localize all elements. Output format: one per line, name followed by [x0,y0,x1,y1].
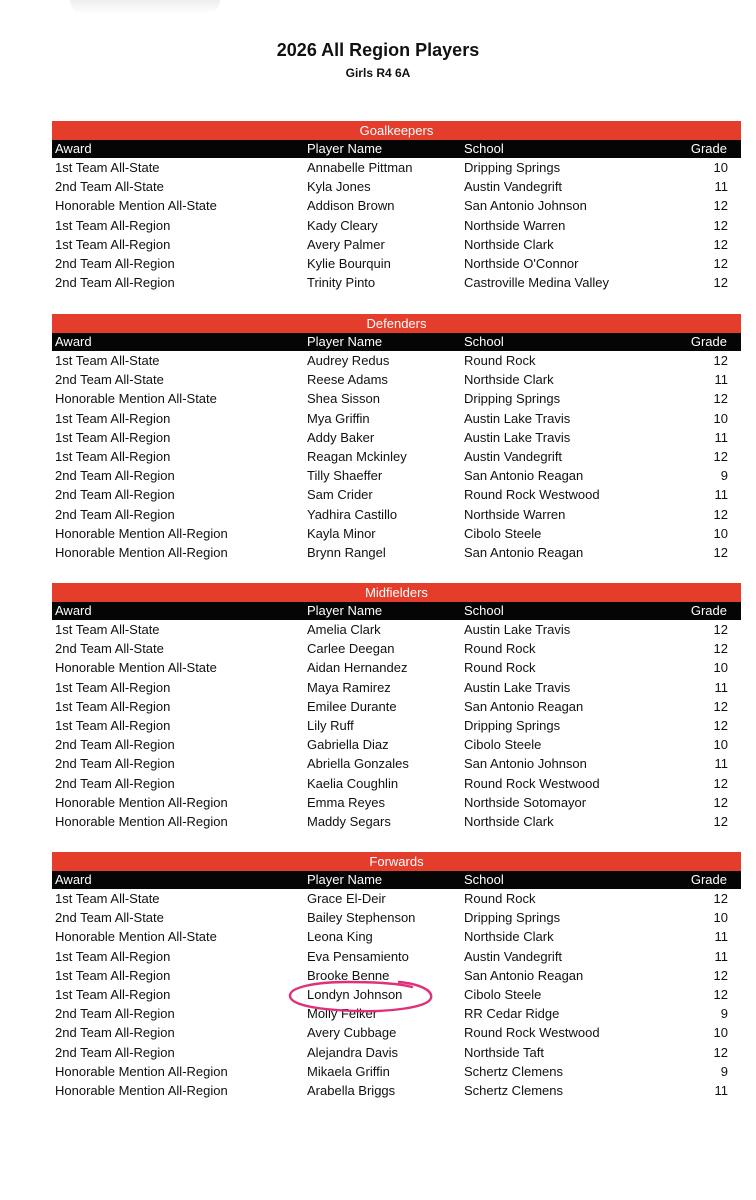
player-cell: Shea Sisson [307,391,380,407]
section-heading: Forwards [52,852,741,871]
school-cell: Austin Vandegrift [464,948,563,964]
school-cell: Northside O'Connor [464,255,579,271]
school-cell: Austin Lake Travis [464,410,571,426]
school-header: School [464,872,504,887]
grade-cell: 12 [713,717,728,733]
table-row [52,1043,741,1062]
table-row [52,908,741,927]
player-cell: Reagan Mckinley [307,448,407,464]
school-cell: San Antonio Johnson [464,198,587,214]
school-cell: Austin Lake Travis [464,622,571,637]
award-cell: Honorable Mention All-Region [55,525,228,541]
school-cell: Cibolo Steele [464,525,542,541]
award-cell: Honorable Mention All-State [55,391,217,407]
grade-cell: 11 [714,756,728,772]
school-cell: San Antonio Johnson [464,756,587,772]
section-goalkeepers [52,121,741,292]
school-header: School [464,334,504,349]
award-cell: 1st Team All-Region [55,986,171,1002]
table-row [52,409,741,428]
award-cell: 2nd Team All-Region [55,255,175,271]
school-cell: Northside Clark [464,372,554,388]
school-cell: San Antonio Reagan [464,468,584,484]
grade-cell: 11 [714,929,728,945]
school-cell: Dripping Springs [464,160,561,175]
grade-cell: 11 [714,487,728,503]
award-cell: 1st Team All-State [55,353,160,368]
table-row [52,158,741,177]
player-cell: Abriella Gonzales [307,756,409,772]
grade-cell: 12 [713,217,728,233]
table-row [52,177,741,196]
grade-cell: 12 [713,891,728,906]
player-cell: Gabriella Diaz [307,737,389,753]
table-row [52,639,741,658]
table-row [52,1081,741,1100]
column-header-row [52,871,741,889]
player-cell: Avery Palmer [307,236,385,252]
award-header: Award [55,141,92,156]
award-cell: Honorable Mention All-Region [55,544,228,560]
player-cell: Kaelia Coughlin [307,775,399,791]
table-row [52,466,741,485]
table-row [52,196,741,215]
grade-header: Grade [690,141,727,156]
school-cell: Round Rock [464,660,536,676]
player-cell: Carlee Deegan [307,641,395,657]
section-midfielders [52,583,741,831]
table-row [52,947,741,966]
grade-cell: 12 [713,275,728,291]
award-cell: 1st Team All-Region [55,236,171,252]
award-cell: 2nd Team All-Region [55,737,175,753]
school-cell: San Antonio Reagan [464,967,584,983]
player-header: Player Name [307,141,383,156]
school-cell: Northside Clark [464,236,554,252]
player-cell: Molly Felker [307,1006,378,1022]
table-row [52,812,741,831]
school-cell: Northside Sotomayor [464,794,587,810]
school-cell: Schertz Clemens [464,1082,563,1098]
grade-cell: 12 [713,506,728,522]
table-row [52,774,741,793]
player-cell: Alejandra Davis [307,1044,399,1060]
column-header-row [52,333,741,351]
school-cell: Northside Taft [464,1044,544,1060]
award-cell: Honorable Mention All-Region [55,1063,228,1079]
school-cell: Round Rock Westwood [464,775,600,791]
section-heading: Defenders [52,314,741,333]
grade-cell: 12 [713,775,728,791]
player-header: Player Name [307,872,383,887]
grade-header: Grade [690,334,727,349]
grade-cell: 11 [714,948,728,964]
award-cell: 1st Team All-State [55,160,160,175]
school-cell: Northside Warren [464,506,566,522]
award-cell: 2nd Team All-Region [55,487,175,503]
award-cell: Honorable Mention All-Region [55,794,228,810]
award-cell: 2nd Team All-State [55,910,164,926]
player-cell: Kylie Bourquin [307,255,391,271]
school-cell: RR Cedar Ridge [464,1006,560,1022]
table-row [52,370,741,389]
player-cell: Emilee Durante [307,698,397,714]
award-cell: 1st Team All-Region [55,679,171,695]
school-cell: Round Rock [464,641,536,657]
player-cell: Bailey Stephenson [307,910,416,926]
player-cell: Lily Ruff [307,717,354,733]
award-cell: 1st Team All-Region [55,217,171,233]
circle-stroke [290,982,431,1011]
table-row [52,678,741,697]
school-cell: Cibolo Steele [464,986,542,1002]
page-subtitle: Girls R4 6A [345,66,411,80]
table-row [52,524,741,543]
award-header: Award [55,334,92,349]
grade-cell: 12 [713,794,728,810]
school-cell: Austin Vandegrift [464,448,563,464]
school-cell: San Antonio Reagan [464,544,584,560]
table-row [52,927,741,946]
table-row [52,889,741,908]
grade-cell: 12 [713,967,728,983]
school-cell: San Antonio Reagan [464,698,584,714]
award-cell: 2nd Team All-Region [55,756,175,772]
grade-cell: 12 [713,448,728,464]
grade-cell: 12 [713,698,728,714]
player-cell: Brooke Benne [307,967,390,983]
table-row [52,754,741,773]
grade-cell: 12 [713,986,728,1002]
grade-cell: 12 [713,544,728,560]
grade-cell: 11 [714,372,728,388]
school-cell: Round Rock Westwood [464,487,600,503]
grade-header: Grade [690,603,727,618]
grade-cell: 10 [713,160,728,175]
school-cell: Northside Warren [464,217,566,233]
player-cell: Aidan Hernandez [307,660,408,676]
table-row [52,620,741,639]
award-cell: 1st Team All-State [55,622,160,637]
school-cell: Castroville Medina Valley [464,275,609,291]
grade-cell: 12 [713,391,728,407]
award-cell: 2nd Team All-Region [55,1044,175,1060]
player-header: Player Name [307,334,383,349]
grade-cell: 11 [714,429,728,445]
grade-cell: 9 [720,1063,728,1079]
grade-cell: 10 [713,910,728,926]
school-cell: Austin Lake Travis [464,429,571,445]
player-cell: Arabella Briggs [307,1082,396,1098]
section-forwards [52,852,741,1100]
table-row [52,351,741,370]
player-cell: Emma Reyes [307,794,386,810]
school-cell: Austin Vandegrift [464,179,563,195]
award-header: Award [55,872,92,887]
award-cell: 2nd Team All-State [55,179,164,195]
school-cell: Dripping Springs [464,910,561,926]
hand-drawn-circle-annotation [287,978,435,1014]
grade-cell: 11 [714,1082,728,1098]
column-header-row [52,140,741,158]
award-cell: 2nd Team All-State [55,372,164,388]
school-cell: Round Rock Westwood [464,1025,600,1041]
player-cell: Annabelle Pittman [307,160,413,175]
grade-cell: 12 [713,622,728,637]
award-cell: Honorable Mention All-State [55,929,217,945]
scan-smudge [70,0,220,14]
player-cell: Londyn Johnson [307,986,403,1002]
award-cell: Honorable Mention All-Region [55,1082,228,1098]
grade-cell: 9 [720,468,728,484]
school-cell: Round Rock [464,353,536,368]
award-cell: 1st Team All-State [55,891,160,906]
table-row [52,485,741,504]
grade-cell: 12 [713,198,728,214]
table-row [52,1023,741,1042]
table-row [52,735,741,754]
player-cell: Leona King [307,929,373,945]
grade-cell: 12 [713,641,728,657]
grade-cell: 12 [713,255,728,271]
school-cell: Dripping Springs [464,717,561,733]
school-cell: Round Rock [464,891,536,906]
grade-cell: 10 [713,660,728,676]
award-cell: 2nd Team All-Region [55,1006,175,1022]
table-row [52,273,741,292]
player-cell: Addison Brown [307,198,395,214]
section-defenders [52,314,741,562]
award-cell: 1st Team All-Region [55,717,171,733]
table-row [52,658,741,677]
player-cell: Brynn Rangel [307,544,386,560]
player-cell: Tilly Shaeffer [307,468,383,484]
section-heading: Goalkeepers [52,121,741,140]
player-cell: Amelia Clark [307,622,381,637]
award-cell: Honorable Mention All-Region [55,813,228,829]
page-title: 2026 All Region Players [276,40,480,60]
award-cell: 2nd Team All-Region [55,506,175,522]
grade-cell: 10 [713,410,728,426]
award-cell: Honorable Mention All-State [55,660,217,676]
player-cell: Trinity Pinto [307,275,376,291]
school-cell: Northside Clark [464,813,554,829]
school-cell: Austin Lake Travis [464,679,571,695]
table-row [52,543,741,562]
player-cell: Mya Griffin [307,410,370,426]
award-cell: 2nd Team All-State [55,641,164,657]
table-row [52,505,741,524]
table-row [52,389,741,408]
grade-cell: 9 [720,1006,728,1022]
player-cell: Avery Cubbage [307,1025,397,1041]
player-header: Player Name [307,603,383,618]
award-cell: 1st Team All-Region [55,698,171,714]
school-header: School [464,141,504,156]
table-row [52,716,741,735]
award-header: Award [55,603,92,618]
player-cell: Kyla Jones [307,179,371,195]
award-cell: 1st Team All-Region [55,967,171,983]
player-cell: Reese Adams [307,372,388,388]
award-cell: 2nd Team All-Region [55,275,175,291]
award-cell: 1st Team All-Region [55,410,171,426]
table-row [52,447,741,466]
grade-cell: 12 [713,353,728,368]
table-row [52,1062,741,1081]
player-cell: Audrey Redus [307,353,390,368]
school-cell: Schertz Clemens [464,1063,563,1079]
table-row [52,216,741,235]
award-cell: 2nd Team All-Region [55,1025,175,1041]
grade-cell: 10 [713,737,728,753]
grade-cell: 11 [714,179,728,195]
grade-cell: 12 [713,813,728,829]
grade-cell: 10 [713,525,728,541]
school-cell: Dripping Springs [464,391,561,407]
table-row [52,428,741,447]
player-cell: Kayla Minor [307,525,376,541]
section-heading: Midfielders [52,583,741,602]
table-row [52,793,741,812]
player-cell: Mikaela Griffin [307,1063,390,1079]
player-cell: Yadhira Castillo [307,506,398,522]
award-cell: Honorable Mention All-State [55,198,217,214]
column-header-row [52,602,741,620]
school-header: School [464,603,504,618]
table-row [52,254,741,273]
player-cell: Maddy Segars [307,813,391,829]
award-cell: 1st Team All-Region [55,429,171,445]
school-cell: Cibolo Steele [464,737,542,753]
grade-cell: 12 [713,236,728,252]
player-cell: Maya Ramirez [307,679,391,695]
player-cell: Kady Cleary [307,217,378,233]
player-cell: Grace El-Deir [307,891,386,906]
grade-cell: 10 [713,1025,728,1041]
award-cell: 2nd Team All-Region [55,775,175,791]
grade-header: Grade [690,872,727,887]
grade-cell: 11 [714,679,728,695]
grade-cell: 12 [713,1044,728,1060]
table-row [52,235,741,254]
player-cell: Sam Crider [307,487,373,503]
player-cell: Eva Pensamiento [307,948,409,964]
award-cell: 1st Team All-Region [55,448,171,464]
player-cell: Addy Baker [307,429,375,445]
table-row [52,697,741,716]
school-cell: Northside Clark [464,929,554,945]
award-cell: 1st Team All-Region [55,948,171,964]
award-cell: 2nd Team All-Region [55,468,175,484]
